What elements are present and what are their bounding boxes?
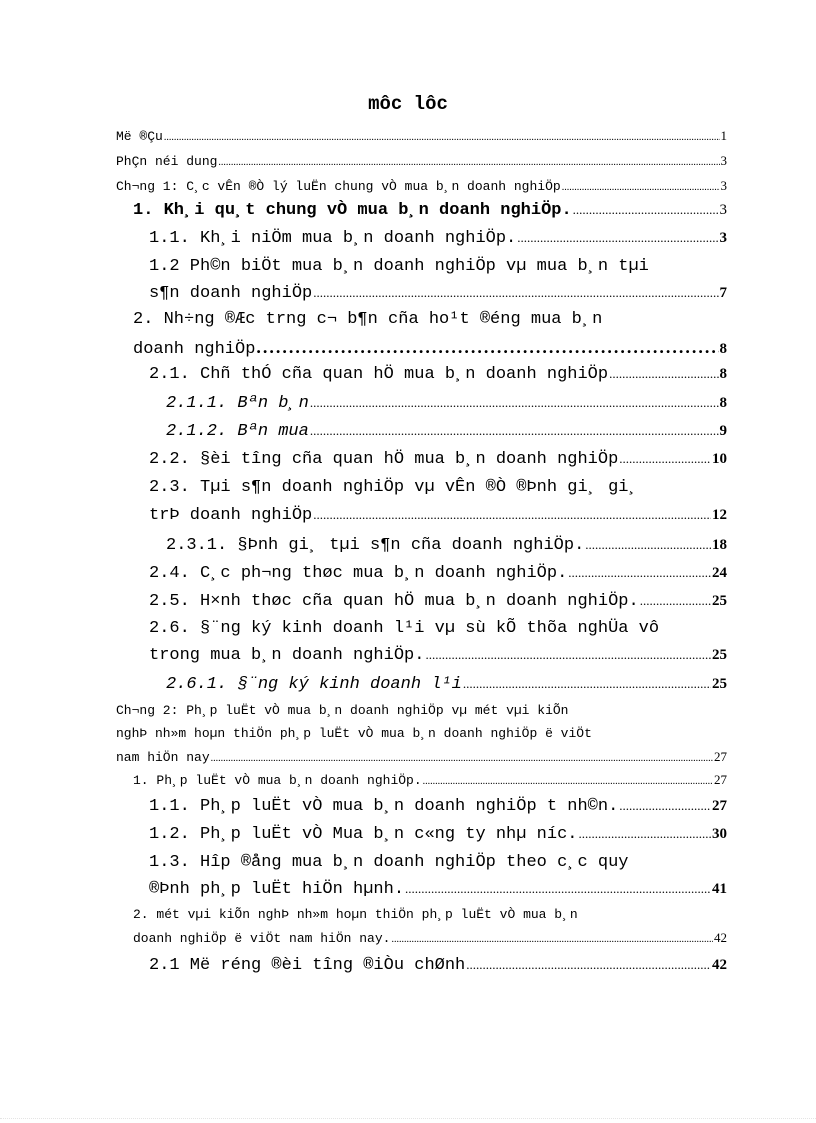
toc-leader-dots (310, 395, 719, 411)
toc-entry-chapter-line1[interactable]: Ch¬ng 2: Ph¸p luËt vÒ mua b¸n doanh nghiÖp vµ mét vµi kiÕn (116, 703, 569, 718)
toc-entry-text-cont: s¶n doanh nghiÖp (149, 284, 313, 303)
toc-leader-dots (211, 753, 713, 764)
toc-leader-dots (391, 934, 713, 945)
toc-page-number: 7 (719, 285, 727, 301)
toc-entry-section[interactable] (133, 930, 727, 946)
toc-leader-dots (466, 957, 711, 973)
toc-entry-text: 2.2. §èi tîng cña quan hÖ mua b¸n doanh nghiÖp (149, 450, 619, 469)
toc-entry[interactable] (149, 450, 727, 469)
toc-entry-section-line1[interactable]: 2. mét vµi kiÕn nghÞ nh»m hoµn thiÖn ph¸p luËt vÒ mua b¸n (133, 907, 578, 922)
toc-entry[interactable] (149, 284, 727, 303)
toc-page-number: 25 (712, 647, 727, 663)
toc-entry-section[interactable] (133, 337, 727, 359)
toc-entry-text-cont: doanh nghiÖp (133, 340, 256, 359)
toc-leader-dots (585, 537, 711, 553)
toc-entry-text-line1[interactable]: 1.3. Hîp ®ång mua b¸n doanh nghiÖp theo c¸c quy (149, 853, 629, 872)
toc-leader-dots (609, 366, 718, 382)
toc-leader-dots (573, 202, 719, 218)
toc-entry-text-cont: nam hiÖn nay (116, 750, 210, 765)
toc-entry-text: 2.1 Më réng ®èi tîng ®iÒu chØnh (149, 956, 466, 975)
toc-leader-dots (578, 826, 711, 842)
toc-entry-chapter-line2[interactable]: nghÞ nh»m hoµn thiÖn ph¸p luËt vÒ mua b¸n doanh nghiÖp ë viÖt (116, 726, 592, 741)
toc-entry[interactable] (149, 956, 727, 975)
toc-entry-text-cont: trÞ doanh nghiÖp (149, 506, 313, 525)
toc-page-number: 25 (712, 676, 727, 692)
toc-entry-text: 1. Ph¸p luËt vÒ mua b¸n doanh nghiÖp. (133, 773, 422, 788)
toc-page-number: 8 (719, 341, 727, 357)
toc-entry-text-line1[interactable]: 1.2 Ph©n biÖt mua b¸n doanh nghiÖp vµ mua b¸n tµi (149, 257, 649, 276)
toc-entry[interactable] (149, 564, 727, 583)
toc-page-number: 3 (720, 178, 727, 193)
toc-page-number: 9 (719, 423, 727, 439)
toc-entry-text: 2.3.1. §Þnh gi¸ tµi s¶n cña doanh nghiÖp. (166, 536, 585, 555)
toc-page-number: 27 (714, 749, 727, 764)
toc-page-number: 3 (719, 230, 727, 246)
toc-entry[interactable] (166, 536, 727, 555)
toc-entry-text-cont: doanh nghiÖp ë viÖt nam hiÖn nay. (133, 931, 391, 946)
toc-leader-dots (218, 157, 719, 168)
toc-entry-chapter[interactable] (116, 749, 727, 765)
toc-entry-text-line1[interactable]: 2. Nh÷ng ®Æc trng c¬ b¶n cña ho¹t ®éng mua b¸n (133, 310, 603, 329)
toc-leader-dots (405, 881, 711, 897)
toc-page-number: 27 (714, 772, 727, 787)
toc-entry-text: 1.2. Ph¸p luËt vÒ Mua b¸n c«ng ty nhµ níc. (149, 825, 578, 844)
page-bottom-border (0, 1118, 816, 1119)
toc-entry-text: Ch¬ng 1: C¸c vÊn ®Ò lý luËn chung vÒ mua b¸n doanh nghiÖp (116, 179, 561, 194)
toc-page-number: 8 (719, 395, 727, 411)
toc-entry[interactable] (166, 422, 727, 441)
toc-entry-text: 1.1. Ph¸p luËt vÒ mua b¸n doanh nghiÖp t nh©n. (149, 797, 619, 816)
toc-leader-dots (313, 285, 718, 301)
toc-entry[interactable] (149, 825, 727, 844)
toc-page-number: 24 (712, 565, 727, 581)
toc-page-number: 42 (712, 957, 727, 973)
toc-entry[interactable] (149, 506, 727, 525)
toc-page-number: 27 (712, 798, 727, 814)
toc-entry-text: PhÇn néi dung (116, 154, 218, 169)
toc-leader-dots (517, 230, 718, 246)
toc-leader-dots (562, 182, 720, 193)
toc-entry-text: 2.4. C¸c ph¬ng thøc mua b¸n doanh nghiÖp. (149, 564, 568, 583)
toc-entry-text: 2.1. Chñ thÓ cña quan hÖ mua b¸n doanh nghiÖp (149, 365, 609, 384)
toc-title: môc lôc (368, 93, 448, 115)
toc-entry-text-cont: ®Þnh ph¸p luËt hiÖn hµnh. (149, 880, 405, 899)
toc-leader-dots (425, 647, 711, 663)
toc-entry-text: 2.1.1. Bªn b¸n (166, 394, 309, 413)
toc-entry-section[interactable] (133, 201, 727, 220)
toc-entry-text: 1. Kh¸i qu¸t chung vÒ mua b¸n doanh nghiÖp. (133, 201, 572, 220)
toc-entry-text: 1.1. Kh¸i niÖm mua b¸n doanh nghiÖp. (149, 229, 517, 248)
toc-entry-text: 2.6.1. §¨ng ký kinh doanh l¹i (166, 675, 462, 694)
toc-leader-dots (164, 132, 720, 143)
toc-entry[interactable] (116, 128, 727, 144)
toc-leader-dots (313, 507, 711, 523)
toc-entry-text-line1[interactable]: 2.6. §¨ng ký kinh doanh l¹i vµ sù kÕ thõa nghÜa vô (149, 619, 660, 638)
toc-entry[interactable] (149, 797, 727, 816)
toc-leader-dots (619, 798, 711, 814)
toc-page-number: 3 (719, 202, 727, 218)
toc-entry[interactable] (149, 365, 727, 384)
toc-page-number: 12 (712, 507, 727, 523)
toc-leader-dots (568, 565, 711, 581)
toc-leader-dots (310, 423, 719, 439)
toc-entry[interactable] (149, 880, 727, 899)
toc-entry-text: 2.1.2. Bªn mua (166, 422, 309, 441)
toc-leader-dots (463, 676, 711, 692)
toc-page-number: 42 (714, 930, 727, 945)
toc-entry-text-cont: trong mua b¸n doanh nghiÖp. (149, 646, 425, 665)
toc-page-number: 30 (712, 826, 727, 842)
toc-page-number: 8 (719, 366, 727, 382)
toc-entry[interactable] (166, 394, 727, 413)
toc-entry[interactable] (166, 675, 727, 694)
toc-entry[interactable] (149, 646, 727, 665)
toc-page-number: 10 (712, 451, 727, 467)
toc-page-number: 18 (712, 537, 727, 553)
toc-entry[interactable] (116, 153, 727, 169)
toc-page-number: 25 (712, 593, 727, 609)
toc-leader-dots (423, 776, 713, 787)
toc-page-number: 1 (720, 128, 727, 143)
toc-entry-text: 2.5. H×nh thøc cña quan hÖ mua b¸n doanh nghiÖp. (149, 592, 639, 611)
toc-leader-dots (619, 451, 711, 467)
toc-entry-section[interactable] (133, 772, 727, 788)
toc-entry-chapter[interactable] (116, 178, 727, 194)
toc-entry[interactable] (149, 229, 727, 248)
toc-page-number: 41 (712, 881, 727, 897)
toc-entry-text-line1[interactable]: 2.3. Tµi s¶n doanh nghiÖp vµ vÊn ®Ò ®Þnh gi¸ gi¸ (149, 478, 639, 497)
toc-entry[interactable] (149, 592, 727, 611)
toc-entry-text: Më ®Çu (116, 129, 163, 144)
toc-page-number: 3 (720, 153, 727, 168)
toc-leader-dots (256, 337, 718, 358)
toc-leader-dots (640, 593, 711, 609)
